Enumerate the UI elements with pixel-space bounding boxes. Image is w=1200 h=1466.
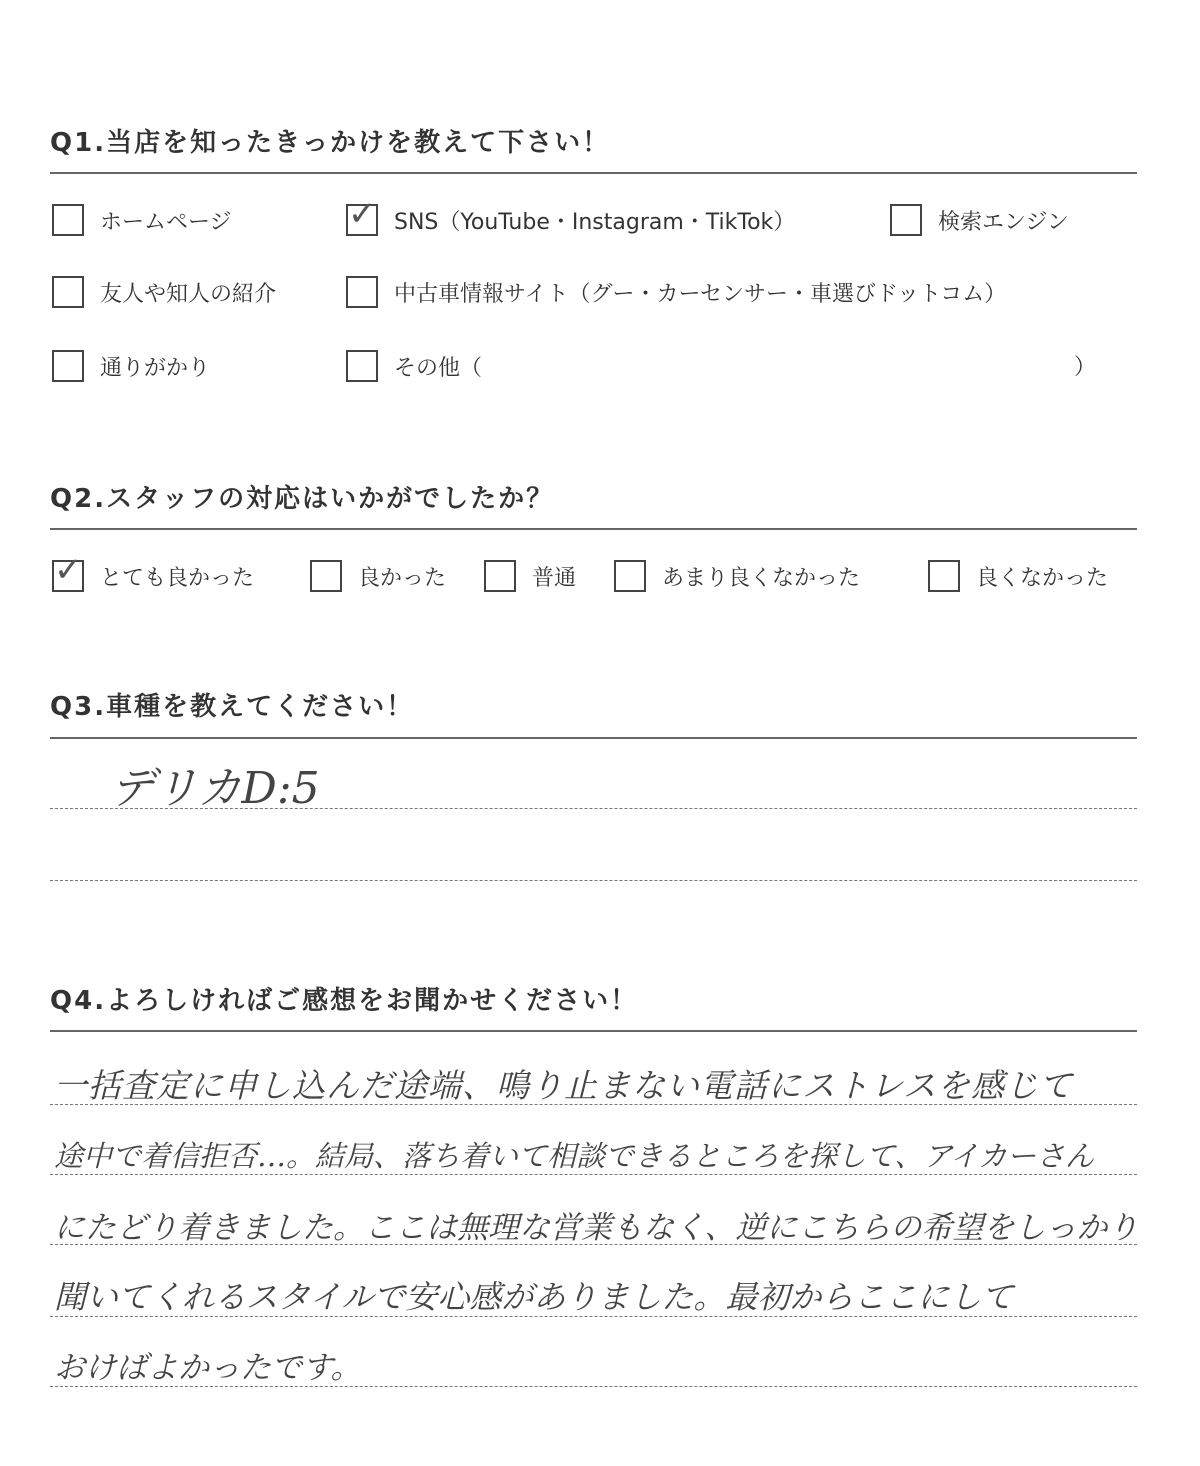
option-label: SNS（YouTube・Instagram・TikTok） — [394, 209, 796, 235]
checkbox[interactable] — [52, 276, 84, 308]
q1-option-homepage[interactable] — [52, 204, 232, 236]
option-label: とても良かった — [100, 565, 255, 591]
q1-rule — [50, 172, 1137, 174]
q3-rule — [50, 737, 1137, 739]
q1-option-used-car-site[interactable] — [346, 276, 1006, 308]
q4-title: Q4.よろしければご感想をお聞かせください！ — [50, 986, 639, 1016]
q2-option-good[interactable] — [310, 560, 446, 592]
option-label: 良かった — [358, 565, 447, 591]
checkbox[interactable] — [890, 204, 922, 236]
option-label: 中古車情報サイト（グー・カーセンサー・車選びドットコム） — [394, 281, 1007, 307]
checkbox[interactable] — [346, 350, 378, 382]
q1-title: Q1.当店を知ったきっかけを教えて下さい！ — [50, 128, 611, 158]
q3-answer: デリカD:5 — [110, 763, 320, 814]
q1-option-passing-by[interactable] — [52, 350, 210, 382]
option-label: 友人や知人の紹介 — [100, 281, 277, 307]
check-mark-icon: ✓ — [348, 194, 377, 234]
checkbox[interactable] — [614, 560, 646, 592]
q1-option-sns[interactable] — [346, 194, 796, 236]
q3-title: Q3.車種を教えてください！ — [50, 692, 415, 722]
answer-line — [50, 1104, 1137, 1105]
option-label: 通りがかり — [100, 355, 211, 381]
answer-line — [50, 880, 1137, 881]
option-label: その他（ — [394, 355, 483, 381]
answer-line — [50, 808, 1137, 809]
option-label: 検索エンジン — [938, 209, 1069, 235]
option-label: あまり良くなかった — [662, 565, 861, 591]
q2-option-bad[interactable] — [928, 560, 1108, 592]
comment-line: 聞いてくれるスタイルで安心感がありました。最初からここにして — [54, 1278, 1014, 1316]
option-label: 良くなかった — [976, 565, 1109, 591]
answer-line — [50, 1244, 1137, 1245]
other-close-paren: ） — [1074, 355, 1097, 380]
checkbox[interactable] — [52, 350, 84, 382]
option-label: 普通 — [532, 565, 577, 591]
checkbox[interactable] — [52, 550, 84, 592]
check-mark-icon: ✓ — [54, 550, 83, 590]
q1-option-search-engine[interactable] — [890, 204, 1069, 236]
q2-option-not-very-good[interactable] — [614, 560, 860, 592]
checkbox[interactable] — [346, 194, 378, 236]
answer-line — [50, 1316, 1137, 1317]
comment-line: 一括査定に申し込んだ途端、鳴り止まない電話にストレスを感じて — [54, 1066, 1074, 1105]
q4-rule — [50, 1030, 1137, 1032]
q1-option-friend[interactable] — [52, 276, 276, 308]
q2-option-average[interactable] — [484, 560, 576, 592]
q1-option-other[interactable] — [346, 350, 482, 382]
answer-line — [50, 1174, 1137, 1175]
q2-rule — [50, 528, 1137, 530]
comment-line: おけばよかったです。 — [54, 1350, 362, 1386]
q2-title: Q2.スタッフの対応はいかがでしたか？ — [50, 484, 555, 514]
checkbox[interactable] — [52, 204, 84, 236]
option-label: ホームページ — [100, 209, 232, 235]
checkbox[interactable] — [310, 560, 342, 592]
q2-option-very-good[interactable] — [52, 550, 255, 592]
checkbox[interactable] — [346, 276, 378, 308]
checkbox[interactable] — [484, 560, 516, 592]
comment-line: 途中で着信拒否…。結局、落ち着いて相談できるところを探して、アイカーさん — [54, 1139, 1094, 1173]
checkbox[interactable] — [928, 560, 960, 592]
answer-line — [50, 1386, 1137, 1387]
comment-line: にたどり着きました。ここは無理な営業もなく、逆にこちらの希望をしっかり — [54, 1210, 1139, 1246]
